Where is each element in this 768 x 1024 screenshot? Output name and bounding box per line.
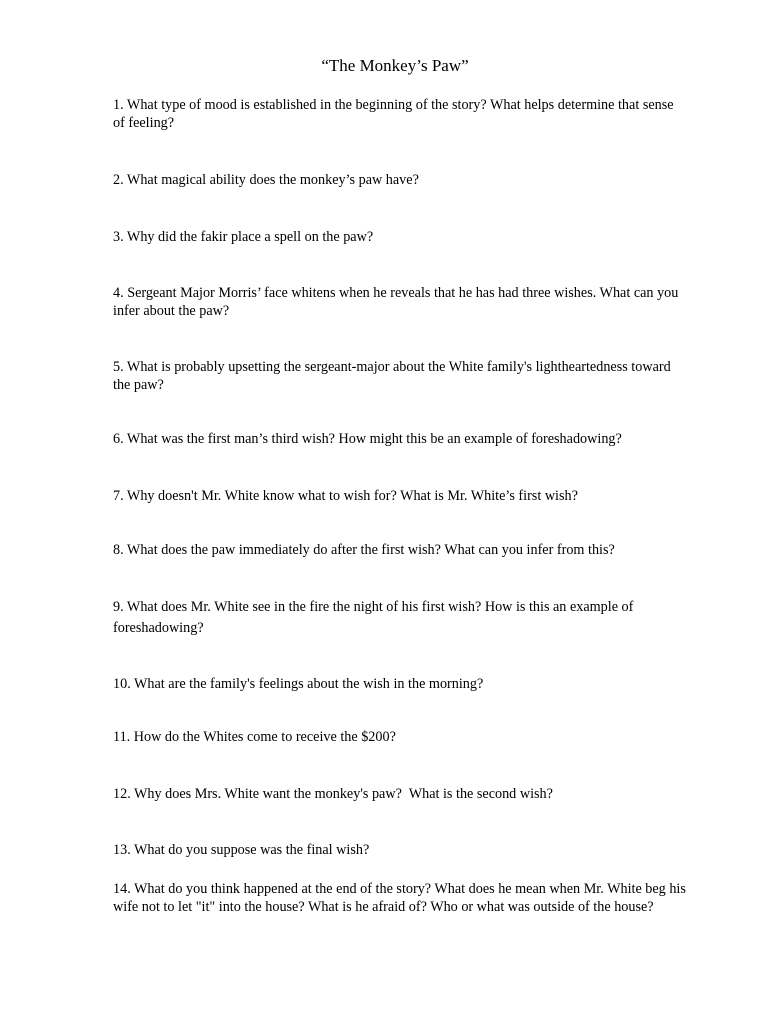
question-11: 11. How do the Whites come to receive the $200?: [113, 729, 396, 745]
question-9: 9. What does Mr. White see in the fire the night of his first wish? How is this an example of foreshadowing?: [113, 599, 634, 636]
question-14: 14. What do you think happened at the end of the story? What does he mean when Mr. White beg his wife not to let "it" into the house? What is he afraid of? Who or what was outside of the house?: [113, 881, 686, 915]
question-6: 6. What was the first man’s third wish? How might this be an example of foreshadowing?: [113, 431, 622, 447]
question-3: 3. Why did the fakir place a spell on the paw?: [113, 229, 374, 245]
question-8: 8. What does the paw immediately do after the first wish? What can you infer from this?: [113, 542, 615, 558]
question-2: 2. What magical ability does the monkey’s paw have?: [113, 172, 419, 188]
question-13: 13. What do you suppose was the final wish?: [113, 842, 370, 858]
question-10: 10. What are the family's feelings about the wish in the morning?: [113, 676, 484, 692]
document-title: “The Monkey’s Paw”: [321, 56, 469, 75]
question-5: 5. What is probably upsetting the sergeant-major about the White family's lightheartedness toward the paw?: [113, 359, 671, 393]
question-7: 7. Why doesn't Mr. White know what to wish for? What is Mr. White’s first wish?: [113, 488, 578, 504]
question-12: 12. Why does Mrs. White want the monkey's paw? What is the second wish?: [113, 786, 553, 802]
question-1: 1. What type of mood is established in the beginning of the story? What helps determine that sense of feeling?: [113, 97, 674, 131]
question-4: 4. Sergeant Major Morris’ face whitens when he reveals that he has had three wishes. What can you infer about the paw?: [113, 285, 679, 319]
